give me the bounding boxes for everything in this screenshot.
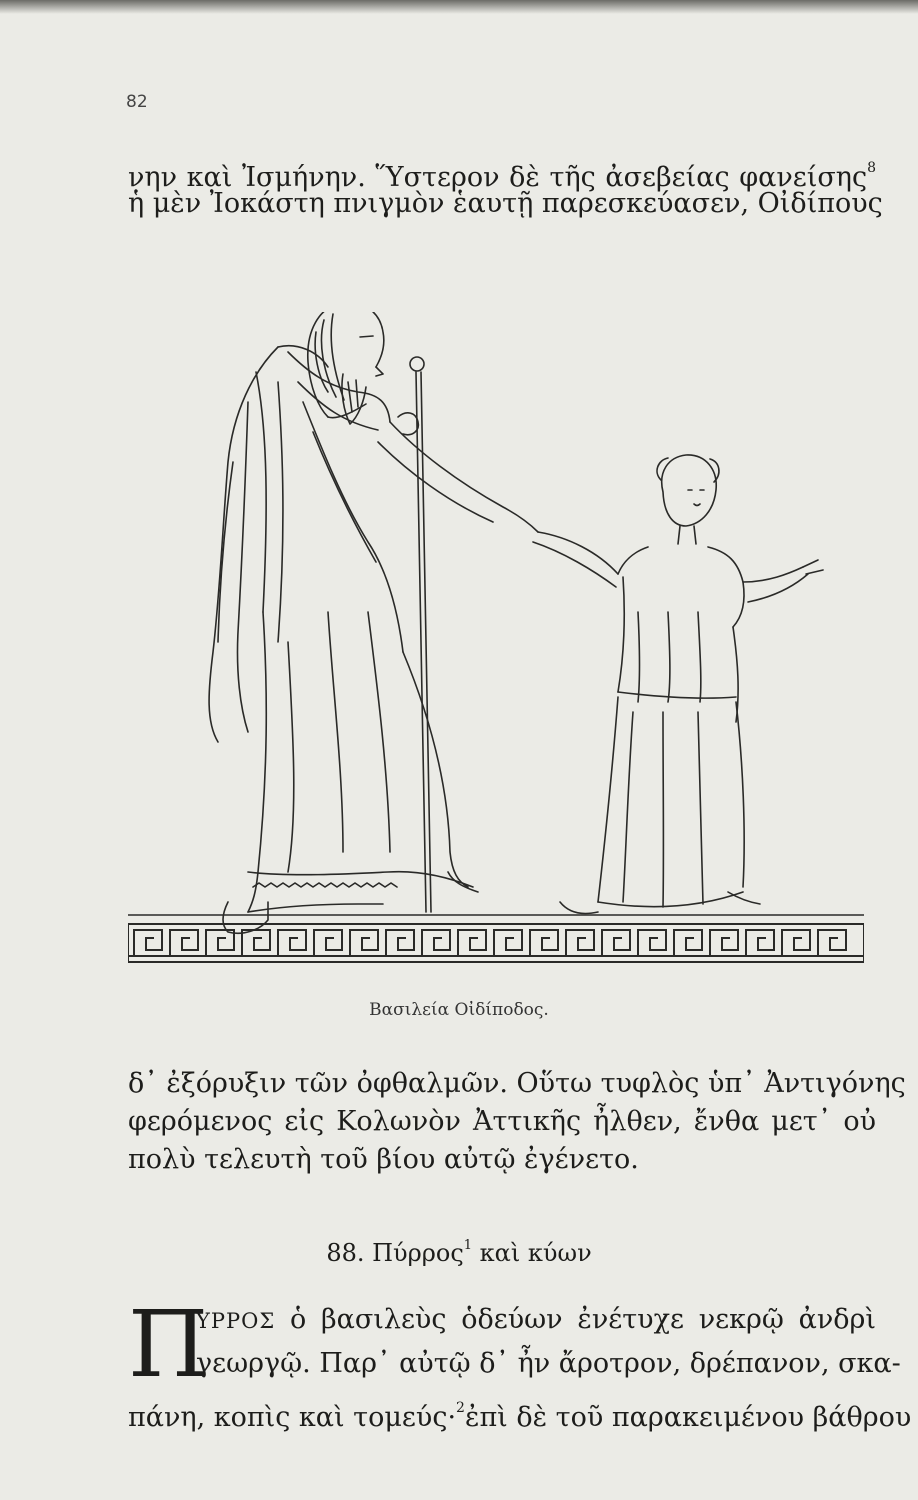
section-heading: 88. Πύρρος$^1$ καὶ κύων xyxy=(326,1238,592,1267)
illustration-oedipus-antigone xyxy=(128,312,864,972)
drop-cap: Π xyxy=(128,1291,209,1398)
illustration-drawing xyxy=(128,312,864,972)
oedipus-figure xyxy=(209,312,538,933)
text-line: δ᾿ ἐξόρυξιν τῶν ὀφθαλμῶν. Οὕτω τυφλὸς ὑπ᾿ Ἀντιγόνης xyxy=(128,1068,906,1099)
text-line: νην καὶ Ἰσμήνην. Ὕστερον δὲ τῆς ἀσεβείας φανείσης$^8$ xyxy=(128,160,876,193)
text-line: φερόμενος εἰς Κολωνὸν Ἀττικῆς ἦλθεν, ἔνθα μετ᾿ οὐ xyxy=(128,1106,876,1137)
page-edge-shadow xyxy=(0,0,918,14)
antigone-figure xyxy=(533,455,823,914)
text-line: γεωργῷ. Παρ᾿ αὐτῷ δ᾿ ἦν ἄροτρον, δρέπανον, σκα- xyxy=(196,1348,901,1379)
footnote-marker: 2 xyxy=(456,1400,465,1416)
page-number: 82 xyxy=(126,92,148,112)
text-line: πολὺ τελευτὴ τοῦ βίου αὐτῷ ἐγένετο. xyxy=(128,1144,639,1175)
text-line: ἡ μὲν Ἰοκάστη πνιγμὸν ἑαυτῇ παρεσκεύασεν, Οἰδίπους xyxy=(128,188,883,219)
text-line: πάνη, κοπὶς καὶ τομεύς·$^2$ἐπὶ δὲ τοῦ παρακειμένου βάθρου xyxy=(128,1400,912,1433)
figure-caption: Βασιλεία Οἰδίποδος. xyxy=(369,1000,549,1020)
greek-key-border xyxy=(128,924,864,962)
footnote-marker: 8 xyxy=(867,160,876,176)
footnote-marker: 1 xyxy=(463,1238,473,1253)
text-line: ΥΡΡΟΣ ὁ βασιλεὺς ὁδεύων ἐνέτυχε νεκρῷ ἀνδρὶ xyxy=(196,1304,876,1335)
